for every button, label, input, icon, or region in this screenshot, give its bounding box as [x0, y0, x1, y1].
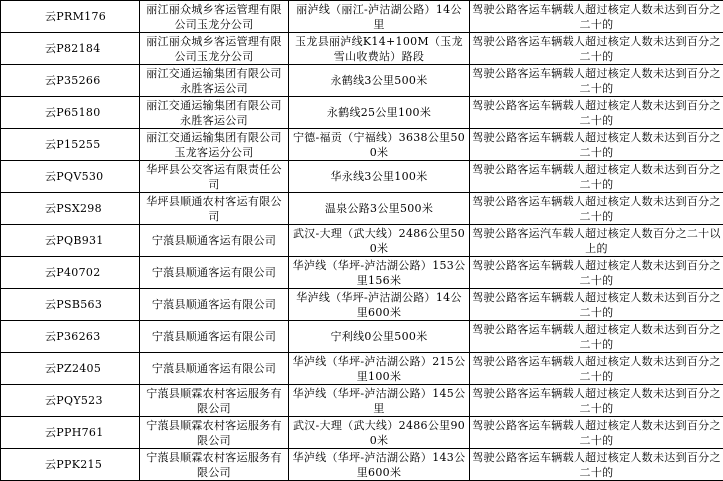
table-row	[1, 33, 723, 65]
plate-cell: 云PRM176	[1, 1, 140, 33]
violation-cell: 驾驶公路客运车辆载人超过核定人数未达到百分之二十的	[470, 1, 723, 33]
company-cell: 宁蒗县顺霖农村客运服务有限公司	[140, 417, 289, 449]
plate-cell: 云P40702	[1, 257, 140, 289]
table-row	[1, 321, 723, 353]
route-cell: 华泸线（华坪-泸沽湖公路）145公里	[289, 385, 470, 417]
violation-cell: 驾驶公路客运车辆载人超过核定人数未达到百分之二十的	[470, 97, 723, 129]
table-body	[1, 1, 723, 481]
company-cell: 华坪县公交客运有限责任公司	[140, 161, 289, 193]
route-cell: 温泉公路3公里500米	[289, 193, 470, 225]
violation-cell: 驾驶公路客运车辆载人超过核定人数未达到百分之二十的	[470, 385, 723, 417]
table-row	[1, 257, 723, 289]
plate-cell: 云PQY523	[1, 385, 140, 417]
route-cell: 永鹤线3公里500米	[289, 65, 470, 97]
table-row	[1, 353, 723, 385]
table-row	[1, 225, 723, 257]
violation-cell: 驾驶公路客运车辆载人超过核定人数未达到百分之二十的	[470, 161, 723, 193]
route-cell: 华泸线（华坪-泸沽湖公路）14公里600米	[289, 289, 470, 321]
table-row	[1, 129, 723, 161]
plate-cell: 云PZ2405	[1, 353, 140, 385]
route-cell: 永鹤线25公里100米	[289, 97, 470, 129]
route-cell: 丽泸线（丽江-泸沽湖公路）14公里	[289, 1, 470, 33]
company-cell: 丽江丽众城乡客运管理有限公司玉龙分公司	[140, 1, 289, 33]
plate-cell: 云P36263	[1, 321, 140, 353]
violation-cell: 驾驶公路客运车辆载人超过核定人数未达到百分之二十的	[470, 449, 723, 481]
route-cell: 玉龙县丽泸线K14+100M（玉龙雪山收费站）路段	[289, 33, 470, 65]
violation-cell: 驾驶公路客运车辆载人超过核定人数未达到百分之二十的	[470, 353, 723, 385]
table-row	[1, 289, 723, 321]
route-cell: 宁德-福贡（宁福线）3638公里500米	[289, 129, 470, 161]
table-row	[1, 1, 723, 33]
route-cell: 华永线3公里100米	[289, 161, 470, 193]
table-row	[1, 449, 723, 481]
violation-cell: 驾驶公路客运车辆载人超过核定人数未达到百分之二十的	[470, 417, 723, 449]
plate-cell: 云PPK215	[1, 449, 140, 481]
company-cell: 宁蒗县顺通客运有限公司	[140, 289, 289, 321]
plate-cell: 云P65180	[1, 97, 140, 129]
table-row	[1, 385, 723, 417]
company-cell: 宁蒗县顺通客运有限公司	[140, 353, 289, 385]
table-row	[1, 193, 723, 225]
plate-cell: 云PSX298	[1, 193, 140, 225]
route-cell: 宁利线0公里500米	[289, 321, 470, 353]
violation-cell: 驾驶公路客运汽车载人超过核定人数百分之二十以上的	[470, 225, 723, 257]
route-cell: 武汉-大理（武大线）2486公里500米	[289, 225, 470, 257]
violation-cell: 驾驶公路客运车辆载人超过核定人数未达到百分之二十的	[470, 321, 723, 353]
company-cell: 丽江丽众城乡客运管理有限公司玉龙分公司	[140, 33, 289, 65]
table-row	[1, 161, 723, 193]
route-cell: 武汉-大理（武大线）2486公里900米	[289, 417, 470, 449]
company-cell: 丽江交通运输集团有限公司永胜客运公司	[140, 97, 289, 129]
plate-cell: 云PQV530	[1, 161, 140, 193]
company-cell: 宁蒗县顺通客运有限公司	[140, 257, 289, 289]
table-row	[1, 417, 723, 449]
company-cell: 丽江交通运输集团有限公司永胜客运公司	[140, 65, 289, 97]
violation-cell: 驾驶公路客运车辆载人超过核定人数未达到百分之二十的	[470, 65, 723, 97]
company-cell: 丽江交通运输集团有限公司玉龙客运分公司	[140, 129, 289, 161]
violation-cell: 驾驶公路客运车辆载人超过核定人数未达到百分之二十的	[470, 257, 723, 289]
plate-cell: 云P15255	[1, 129, 140, 161]
route-cell: 华泸线（华坪-泸沽湖公路）215公里100米	[289, 353, 470, 385]
company-cell: 宁蒗县顺霖农村客运服务有限公司	[140, 449, 289, 481]
plate-cell: 云PQB931	[1, 225, 140, 257]
company-cell: 宁蒗县顺霖农村客运服务有限公司	[140, 385, 289, 417]
route-cell: 华泸线（华坪-泸沽湖公路）143公里600米	[289, 449, 470, 481]
company-cell: 宁蒗县顺通客运有限公司	[140, 225, 289, 257]
route-cell: 华泸线（华坪-泸沽湖公路）153公里156米	[289, 257, 470, 289]
plate-cell: 云P82184	[1, 33, 140, 65]
plate-cell: 云PSB563	[1, 289, 140, 321]
company-cell: 华坪县顺通农村客运有限公司	[140, 193, 289, 225]
violation-cell: 驾驶公路客运车辆载人超过核定人数未达到百分之二十的	[470, 33, 723, 65]
company-cell: 宁蒗县顺通客运有限公司	[140, 321, 289, 353]
violation-cell: 驾驶公路客运车辆载人超过核定人数未达到百分之二十的	[470, 129, 723, 161]
table-row	[1, 65, 723, 97]
violation-cell: 驾驶公路客运车辆载人超过核定人数未达到百分之二十的	[470, 289, 723, 321]
plate-cell: 云P35266	[1, 65, 140, 97]
violation-cell: 驾驶公路客运车辆载人超过核定人数未达到百分之二十的	[470, 193, 723, 225]
table-row	[1, 97, 723, 129]
plate-cell: 云PPH761	[1, 417, 140, 449]
